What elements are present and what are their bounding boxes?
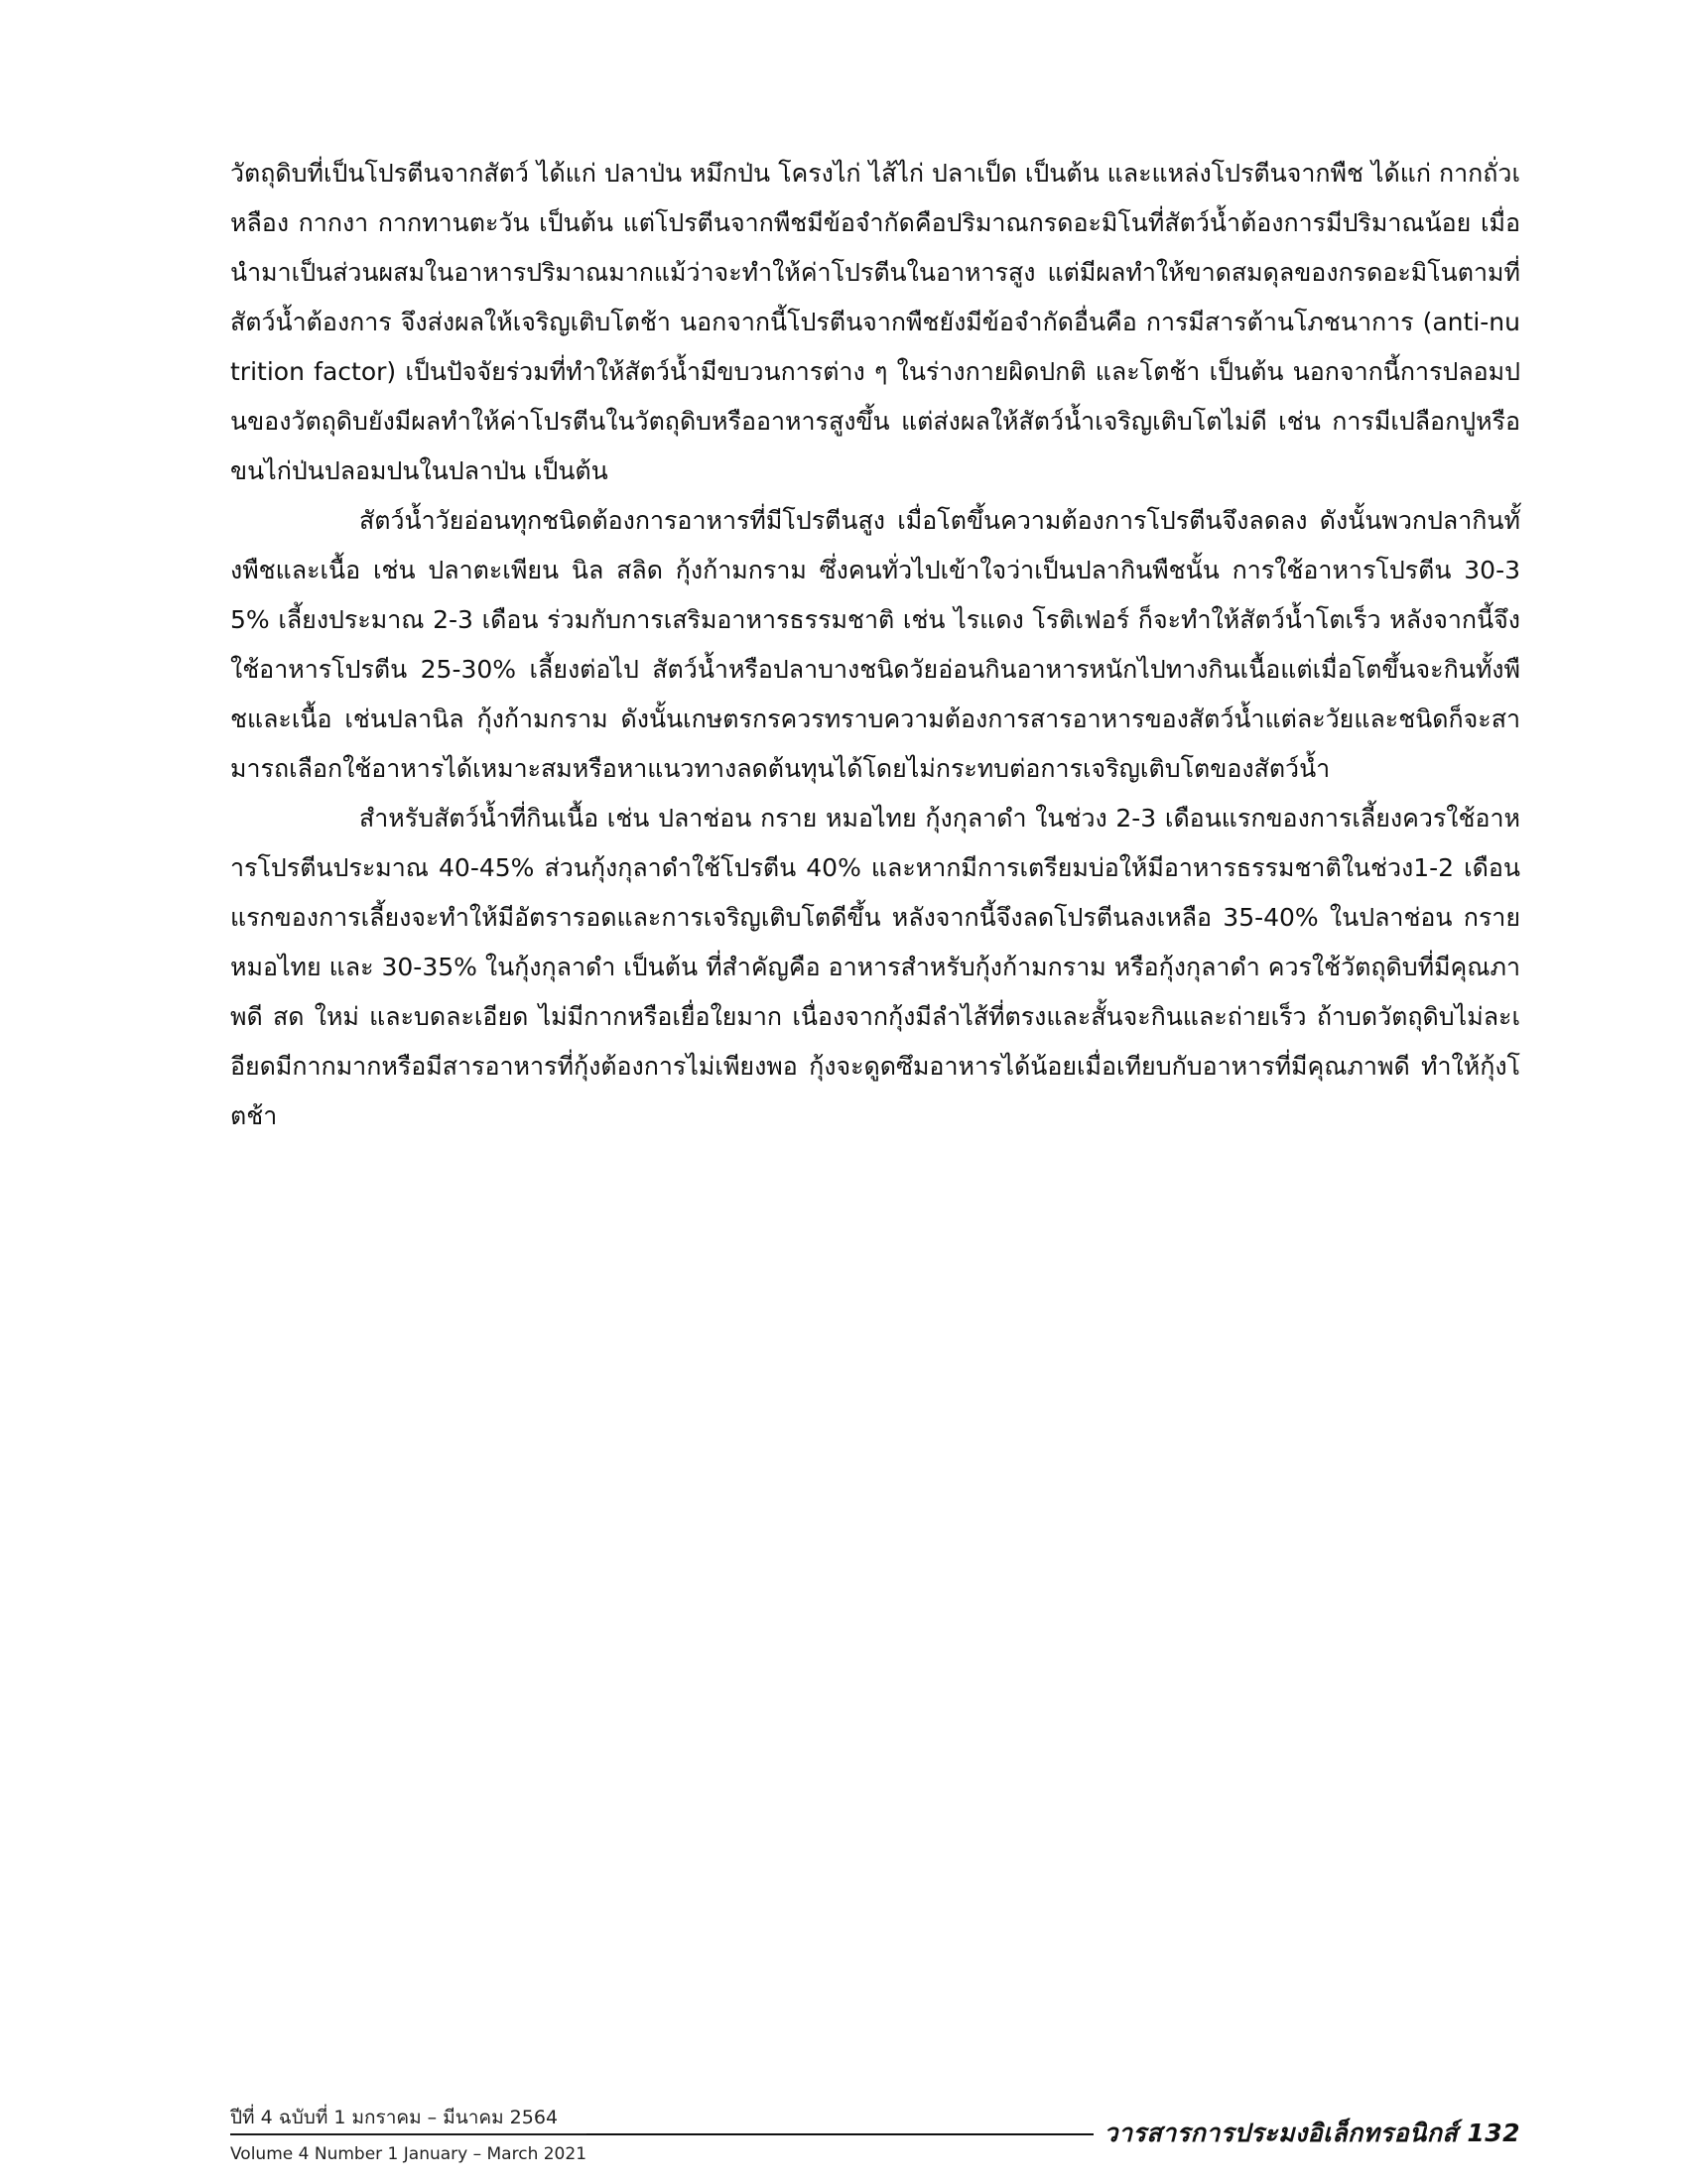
journal-title: วารสารการประมงอิเล็กทรอนิกส์ [1104, 2119, 1459, 2147]
page-number: 132 [1467, 2119, 1520, 2147]
paragraph-protein-sources: วัตถุดิบที่เป็นโปรตีนจากสัตว์ ได้แก่ ปลาป่น หมึกป่น โครงไก่ ไส้ไก่ ปลาเป็ด เป็นต้น และแหล่งโปรตีนจากพืช ได้แก่ กากถั่วเหลือง กากงา กากทานตะวัน เป็นต้น แต่โปรตีนจากพืชมีข้อจำกัดคือปริมาณกรดอะมิโนที่สัตว์น้ำต้องการมีปริมาณน้อย เมื่อนำมาเป็นส่วนผสมในอาหารปริมาณมากแม้ว่าจะทำให้ค่าโปรตีนในอาหารสูง แต่มีผลทำให้ขาดสมดุลของกรดอะมิโนตามที่สัตว์น้ำต้องการ จึงส่งผลให้เจริญเติบโตช้า นอกจากนี้โปรตีนจากพืชยังมีข้อจำกัดอื่นคือ การมีสารต้านโภชนาการ (anti-nutrition factor) เป็นปัจจัยร่วมที่ทำให้สัตว์น้ำมีขบวนการต่าง ๆ ในร่างกายผิดปกติ และโตช้า เป็นต้น นอกจากนี้การปลอมปนของวัตถุดิบยังมีผลทำให้ค่าโปรตีนในวัตถุดิบหรืออาหารสูงขึ้น แต่ส่งผลให้สัตว์น้ำเจริญเติบโตไม่ดี เช่น การมีเปลือกปูหรือขนไก่ป่นปลอมปนในปลาป่น เป็นต้น [230, 159, 1520, 485]
footer-issue-english: Volume 4 Number 1 January – March 2021 [230, 2144, 587, 2164]
paragraph-juvenile-protein: สัตว์น้ำวัยอ่อนทุกชนิดต้องการอาหารที่มีโปรตีนสูง เมื่อโตขึ้นความต้องการโปรตีนจึงลดลง ดังนั้นพวกปลากินทั้งพืชและเนื้อ เช่น ปลาตะเพียน นิล สลิด กุ้งก้ามกราม ซึ่งคนทั่วไปเข้าใจว่าเป็นปลากินพืชนั้น การใช้อาหารโปรตีน 30-35% เลี้ยงประมาณ 2-3 เดือน ร่วมกับการเสริมอาหารธรรมชาติ เช่น ไรแดง โรติเฟอร์ ก็จะทำให้สัตว์น้ำโตเร็ว หลังจากนี้จึงใช้อาหารโปรตีน 25-30% เลี้ยงต่อไป สัตว์น้ำหรือปลาบางชนิดวัยอ่อนกินอาหารหนักไปทางกินเนื้อแต่เมื่อโตขึ้นจะกินทั้งพืชและเนื้อ เช่นปลานิล กุ้งก้ามกราม ดังนั้นเกษตรกรควรทราบความต้องการสารอาหารของสัตว์น้ำแต่ละวัยและชนิดก็จะสามารถเลือกใช้อาหารได้เหมาะสมหรือหาแนวทางลดต้นทุนได้โดยไม่กระทบต่อการเจริญเติบโตของสัตว์น้ำ [230, 506, 1520, 783]
article-body [230, 149, 1520, 1141]
footer-issue-thai: ปีที่ 4 ฉบับที่ 1 มกราคม – มีนาคม 2564 [230, 2104, 586, 2134]
page-footer [230, 2104, 1520, 2173]
footer-journal [1104, 2114, 1520, 2153]
paragraph-carnivore-protein: สำหรับสัตว์น้ำที่กินเนื้อ เช่น ปลาช่อน กราย หมอไทย กุ้งกุลาดำ ในช่วง 2-3 เดือนแรกของการเลี้ยงควรใช้อาหารโปรตีนประมาณ 40-45% ส่วนกุ้งกุลาดำใช้โปรตีน 40% และหากมีการเตรียมบ่อให้มีอาหารธรรมชาติในช่วง1-2 เดือนแรกของการเลี้ยงจะทำให้มีอัตรารอดและการเจริญเติบโตดีขึ้น หลังจากนี้จึงลดโปรตีนลงเหลือ 35-40% ในปลาช่อน กราย หมอไทย และ 30-35% ในกุ้งกุลาดำ เป็นต้น ที่สำคัญคือ อาหารสำหรับกุ้งก้ามกราม หรือกุ้งกุลาดำ ควรใช้วัตถุดิบที่มีคุณภาพดี สด ใหม่ และบดละเอียด ไม่มีกากหรือเยื่อใยมาก เนื่องจากกุ้งมีลำไส้ที่ตรงและสั้นจะกินและถ่ายเร็ว ถ้าบดวัตถุดิบไม่ละเอียดมีกากมากหรือมีสารอาหารที่กุ้งต้องการไม่เพียงพอ กุ้งจะดูดซึมอาหารได้น้อยเมื่อเทียบกับอาหารที่มีคุณภาพดี ทำให้กุ้งโตช้า [230, 804, 1520, 1130]
footer-issue-info [230, 2104, 586, 2168]
